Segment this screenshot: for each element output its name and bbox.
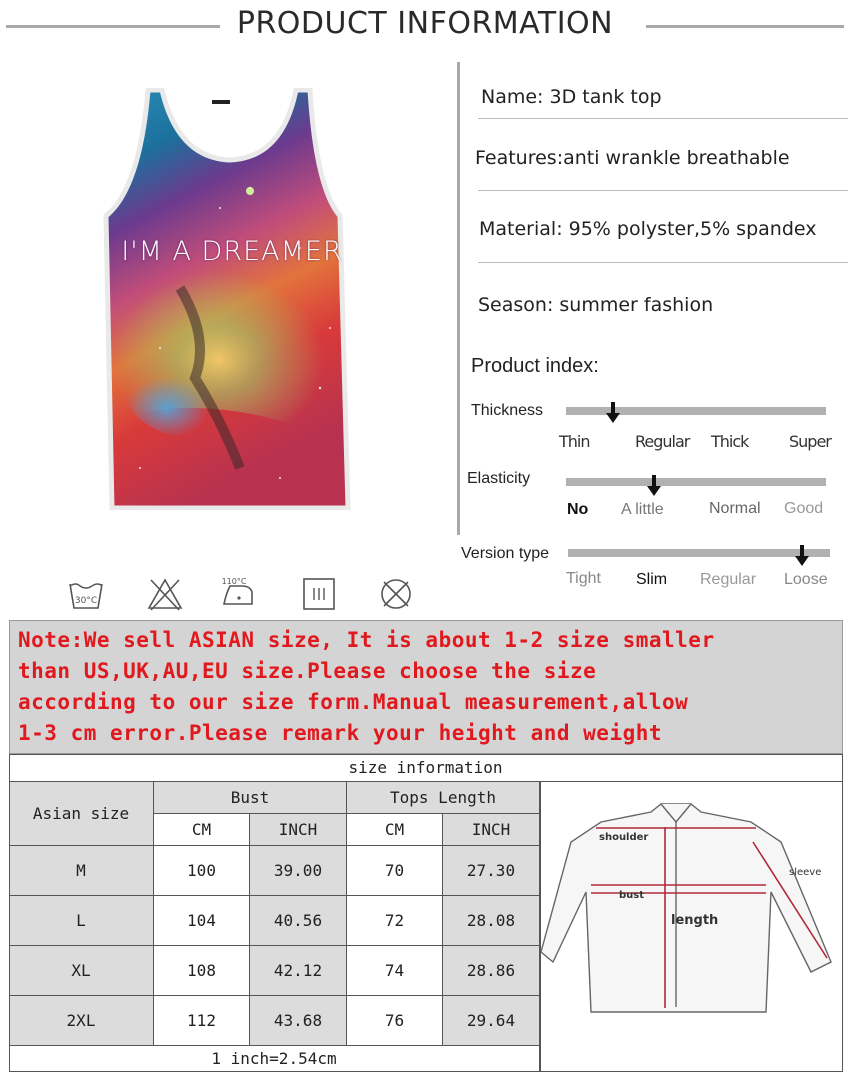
bust-header: Bust <box>154 782 347 814</box>
diagram-label-bust: bust <box>619 890 645 901</box>
size-note-line: according to our size form.Manual measurement,allow <box>18 690 689 714</box>
bust-cm-header: CM <box>154 814 250 846</box>
length-cm-cell: 74 <box>347 946 443 996</box>
wash-30-icon <box>68 576 104 612</box>
tops-length-header: Tops Length <box>347 782 540 814</box>
info-season: Season: summer fashion <box>478 294 714 316</box>
no-bleach-icon <box>147 576 183 612</box>
tank-top-print-text: I'M A DREAMER <box>121 236 343 267</box>
size-note-text <box>18 625 848 749</box>
length-inch-cell: 28.08 <box>443 896 540 946</box>
size-note-line: Note:We sell ASIAN size, It is about 1-2 size smaller <box>18 628 715 652</box>
size-table-caption: size information <box>9 754 843 782</box>
bust-cm-cell: 108 <box>154 946 250 996</box>
elasticity-level-normal: Normal <box>709 500 761 517</box>
product-index-title: Product index: <box>471 355 599 377</box>
bust-inch-cell: 42.12 <box>250 946 347 996</box>
length-inch-cell: 29.64 <box>443 996 540 1046</box>
info-name: Name: 3D tank top <box>481 86 662 108</box>
info-features: Features:anti wrankle breathable <box>475 147 790 169</box>
version-type-indicator-arrow-icon <box>795 545 809 567</box>
elasticity-level-good: Good <box>784 500 824 517</box>
length-cm-cell: 72 <box>347 896 443 946</box>
thickness-bar <box>566 407 826 415</box>
elasticity-level-a-little: A little <box>621 501 664 518</box>
thickness-level-thick: Thick <box>711 432 749 451</box>
asian-size-header: Asian size <box>9 782 154 846</box>
tank-top-illustration <box>100 88 358 510</box>
page-title: PRODUCT INFORMATION <box>236 6 614 41</box>
wash-temp-text: 30°C <box>74 596 98 606</box>
thickness-level-super: Super <box>789 432 831 451</box>
info-separator <box>478 190 848 191</box>
version-type-label: Version type <box>461 545 550 562</box>
version-level-tight: Tight <box>566 570 601 587</box>
version-type-bar <box>568 549 830 557</box>
size-table <box>9 754 843 1072</box>
info-divider <box>457 62 460 535</box>
bust-inch-cell: 40.56 <box>250 896 347 946</box>
length-cm-cell: 76 <box>347 996 443 1046</box>
size-cell: L <box>9 896 154 946</box>
thickness-level-thin: Thin <box>559 432 590 451</box>
info-separator <box>478 118 848 119</box>
thickness-indicator-arrow-icon <box>606 402 620 424</box>
elasticity-bar <box>566 478 826 486</box>
bust-cm-cell: 104 <box>154 896 250 946</box>
tumble-dry-icon <box>301 576 337 612</box>
size-note-line: than US,UK,AU,EU size.Please choose the size <box>18 659 597 683</box>
length-cm-cell: 70 <box>347 846 443 896</box>
no-dry-clean-icon <box>378 576 414 612</box>
product-image <box>100 88 358 510</box>
iron-110-icon <box>220 576 256 612</box>
measurement-diagram <box>540 782 842 1071</box>
elasticity-level-no: No <box>567 501 589 518</box>
size-note-box <box>9 620 843 754</box>
size-note-line: 1-3 cm error.Please remark your height and weight <box>18 721 663 745</box>
diagram-label-shoulder: shoulder <box>599 832 649 843</box>
thickness-label: Thickness <box>471 402 544 419</box>
shirt-measurement-illustration <box>541 782 843 1071</box>
bust-inch-cell: 43.68 <box>250 996 347 1046</box>
iron-temp-text: 110°C <box>221 577 247 586</box>
version-level-loose: Loose <box>784 571 828 588</box>
bust-cm-cell: 112 <box>154 996 250 1046</box>
bust-cm-cell: 100 <box>154 846 250 896</box>
length-cm-header: CM <box>347 814 443 846</box>
size-cell: XL <box>9 946 154 996</box>
bust-inch-cell: 39.00 <box>250 846 347 896</box>
size-cell: M <box>9 846 154 896</box>
thickness-level-regular: Regular <box>635 432 690 451</box>
info-material: Material: 95% polyster,5% spandex <box>479 218 817 240</box>
length-inch-cell: 28.86 <box>443 946 540 996</box>
size-cell: 2XL <box>9 996 154 1046</box>
bust-inch-header: INCH <box>250 814 347 846</box>
elasticity-label: Elasticity <box>467 470 531 487</box>
length-inch-header: INCH <box>443 814 540 846</box>
inch-conversion-footer: 1 inch=2.54cm <box>9 1046 540 1072</box>
info-separator <box>478 262 848 263</box>
elasticity-indicator-arrow-icon <box>647 475 661 497</box>
diagram-label-sleeve: sleeve <box>789 867 822 878</box>
length-inch-cell: 27.30 <box>443 846 540 896</box>
diagram-label-length: length <box>671 913 719 928</box>
version-level-regular: Regular <box>700 571 757 588</box>
version-level-slim: Slim <box>636 571 668 588</box>
